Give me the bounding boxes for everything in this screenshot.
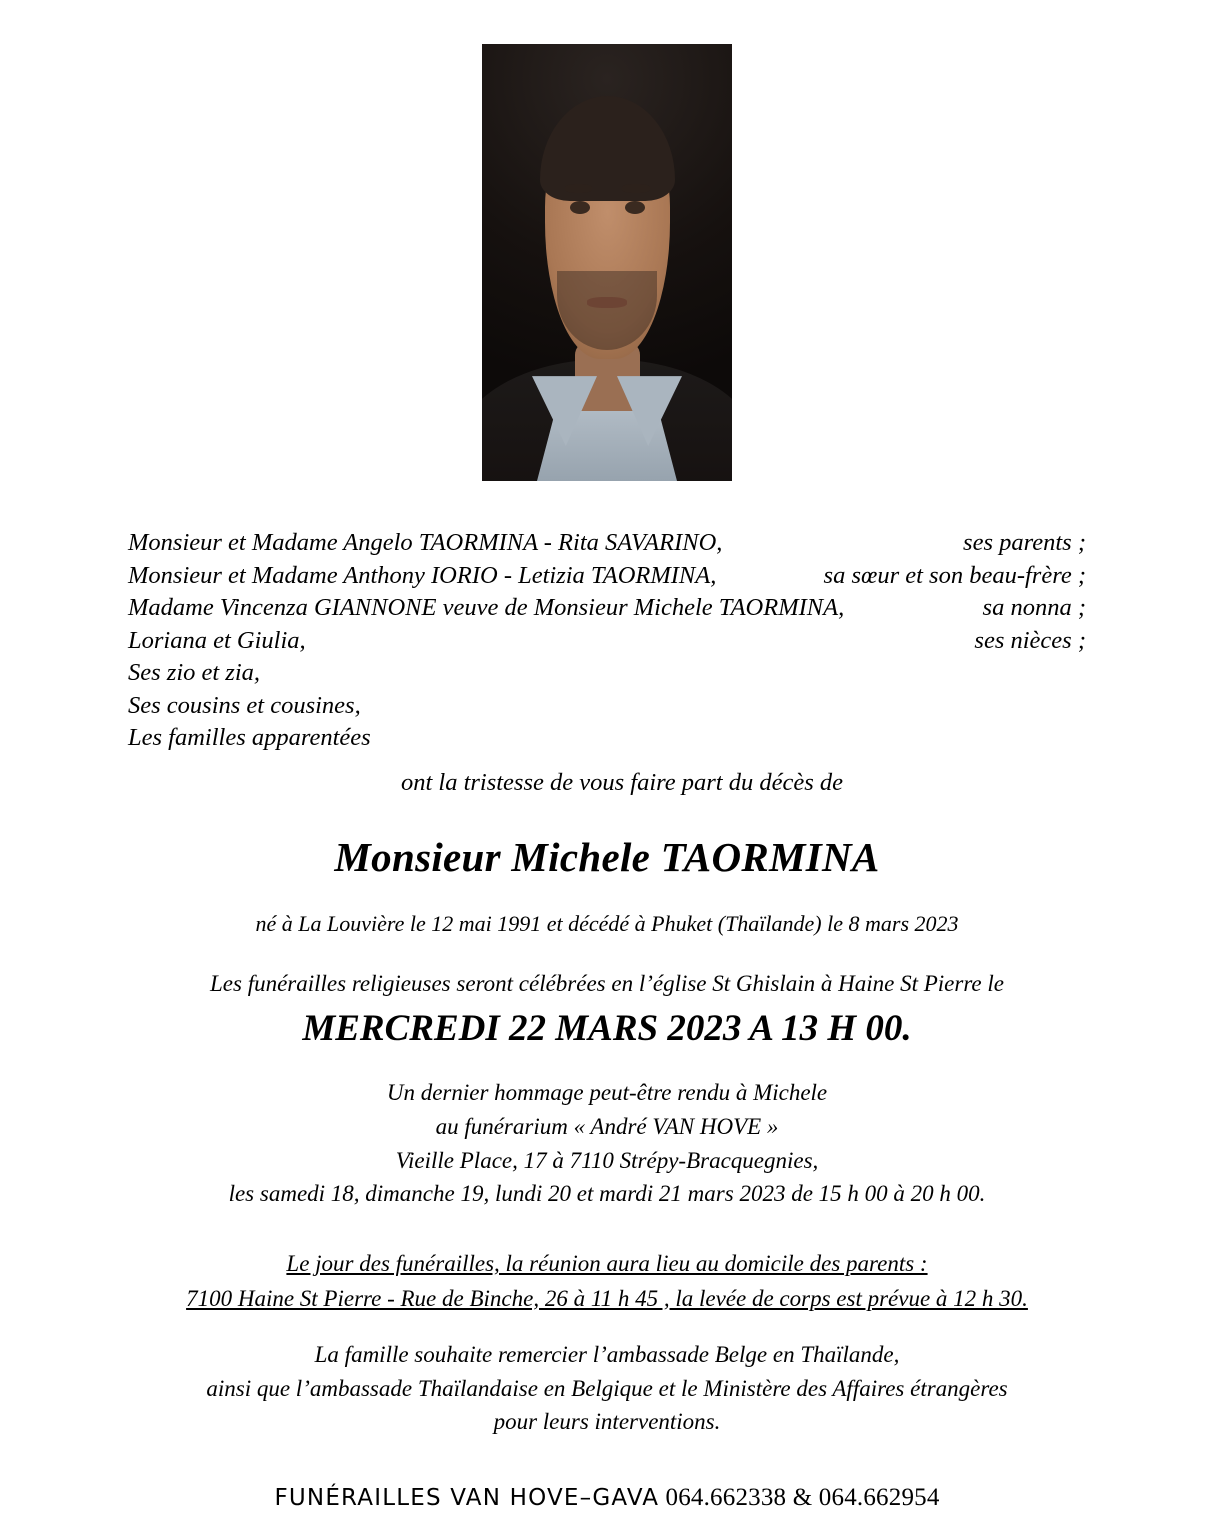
- birth-death-line: né à La Louvière le 12 mai 1991 et décédé à Phuket (Thaïlande) le 8 mars 2023: [255, 911, 959, 937]
- homage-line: Un dernier hommage peut-être rendu à Michele: [386, 1080, 828, 1106]
- deceased-name: Monsieur Michele TAORMINA: [334, 834, 880, 881]
- reunion-line: [0, 1247, 1214, 1282]
- funeral-church-line: Les funérailles religieuses seront célébrées en l’église St Ghislain à Haine St Pierre le: [210, 971, 1004, 997]
- photo-eye-left: [570, 201, 590, 214]
- portrait-photo: [482, 44, 732, 481]
- family-relation: ses nièces ;: [974, 626, 1086, 654]
- thanks-line: ainsi que l’ambassade Thaïlandaise en Belgique et le Ministère des Affaires étrangères: [206, 1375, 1008, 1401]
- family-row: [128, 592, 1086, 625]
- announcement-line: ont la tristesse de vous faire part du décès de: [400, 769, 844, 797]
- family-relation: sa sœur et son beau-frère ;: [823, 561, 1086, 589]
- family-row: Ses zio et zia,: [128, 659, 261, 687]
- family-member-names: Madame Vincenza GIANNONE veuve de Monsieur Michele TAORMINA,: [128, 594, 845, 622]
- family-relation: sa nonna ;: [982, 594, 1086, 622]
- homage-line: les samedi 18, dimanche 19, lundi 20 et mardi 21 mars 2023 de 15 h 00 à 20 h 00.: [228, 1181, 986, 1207]
- portrait-container: [0, 0, 1214, 481]
- ceremony-datetime: MERCREDI 22 MARS 2023 A 13 H 00.: [302, 1008, 912, 1050]
- reunion-line-text: Le jour des funérailles, la réunion aura lieu au domicile des parents :: [286, 1251, 928, 1277]
- reunion-line: [0, 1282, 1214, 1317]
- homage-block: [0, 1076, 1214, 1211]
- funeral-home-phones: 064.662338 & 064.662954: [665, 1484, 940, 1512]
- homage-line: Vieille Place, 17 à 7110 Strépy-Bracquegnies,: [395, 1147, 819, 1173]
- thanks-block: [0, 1338, 1214, 1438]
- photo-eye-right: [625, 201, 645, 214]
- photo-eyebrow-left: [565, 184, 593, 193]
- photo-eyebrow-right: [622, 184, 650, 193]
- family-row: Les familles apparentées: [128, 724, 371, 752]
- family-row: [128, 560, 1086, 593]
- family-row: [128, 625, 1086, 658]
- thanks-line: pour leurs interventions.: [493, 1408, 721, 1434]
- reunion-line-text: 7100 Haine St Pierre - Rue de Binche, 26 à 11 h 45 , la levée de corps est prévue à 12 h 30.: [186, 1285, 1028, 1311]
- family-member-names: Monsieur et Madame Anthony IORIO - Letizia TAORMINA,: [128, 561, 717, 589]
- family-relation: ses parents ;: [963, 529, 1086, 556]
- homage-line: au funérarium « André VAN HOVE »: [435, 1113, 779, 1139]
- family-list: [0, 527, 1214, 755]
- funeral-home-footer: [0, 1484, 1214, 1540]
- reunion-block: [0, 1247, 1214, 1316]
- family-row: [128, 527, 1086, 560]
- funeral-home-name: FUNÉRAILLES VAN HOVE–GAVA: [274, 1485, 660, 1512]
- family-row: Ses cousins et cousines,: [128, 691, 361, 719]
- photo-mouth: [587, 297, 627, 307]
- family-member-names: Monsieur et Madame Angelo TAORMINA - Rita SAVARINO,: [128, 529, 723, 556]
- thanks-line: La famille souhaite remercier l’ambassade Belge en Thaïlande,: [314, 1342, 900, 1368]
- family-member-names: Loriana et Giulia,: [128, 626, 306, 654]
